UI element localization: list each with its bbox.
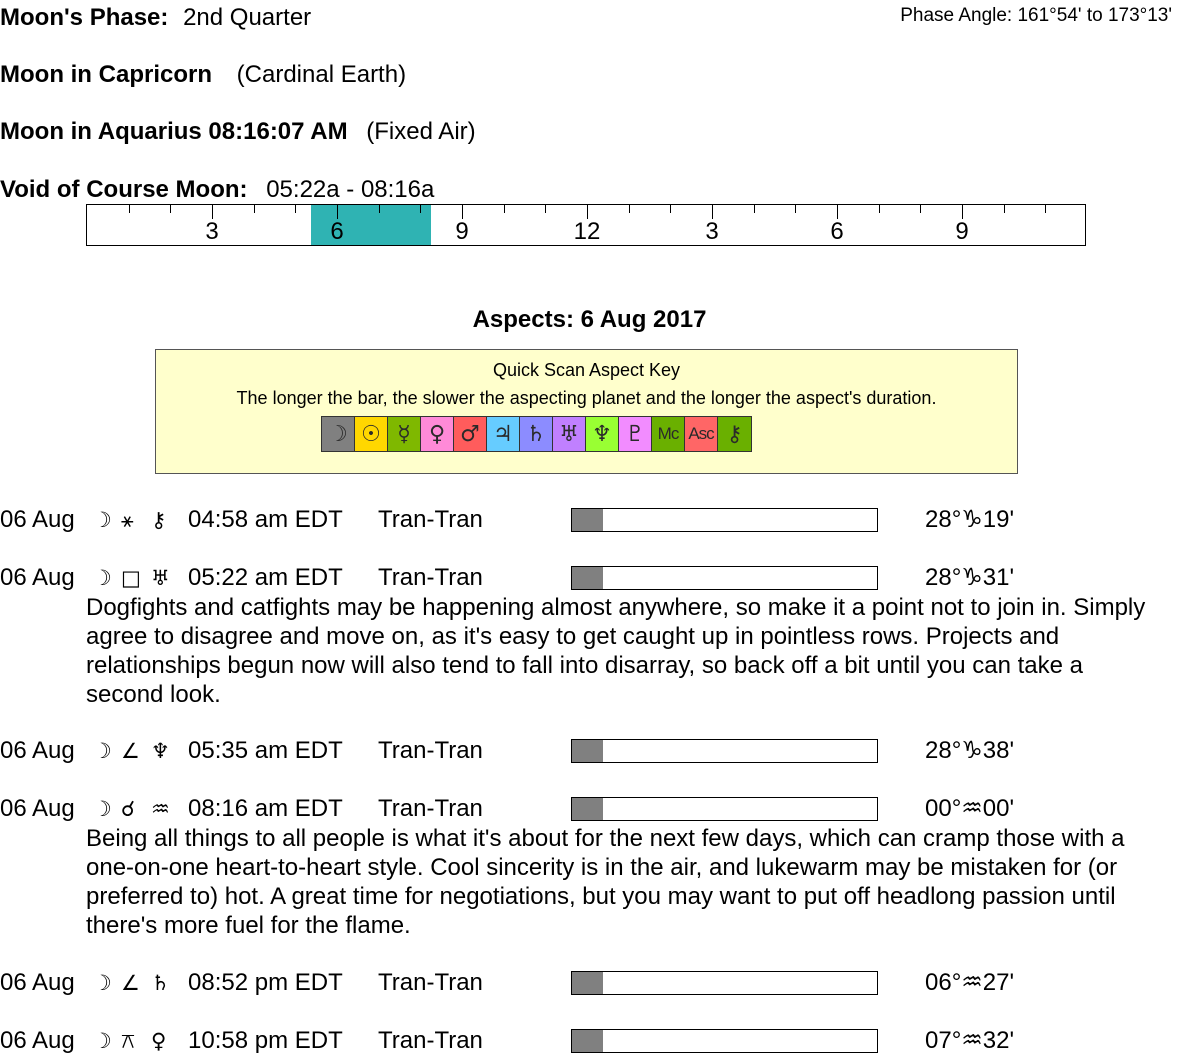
aspect-time: 05:35 am EDT: [188, 737, 343, 764]
aspect-time: 08:52 pm EDT: [188, 969, 343, 996]
voc-hour-label: 9: [955, 218, 969, 245]
moon-glyph: ☽: [93, 566, 112, 590]
voc-hour-label: 3: [705, 218, 719, 245]
aspect-row: [0, 505, 1179, 535]
voc-range: 05:22a - 08:16a: [266, 176, 435, 203]
voc-hour-tick: [504, 205, 505, 213]
voc-hour-tick: [629, 205, 630, 213]
moon-phase-value: 2nd Quarter: [183, 4, 312, 31]
voc-hour-tick: [670, 205, 671, 213]
aspect-time: 10:58 pm EDT: [188, 1027, 343, 1054]
moon-sign-line-1: [0, 60, 406, 90]
voc-hour-tick: [837, 205, 838, 219]
aspect-type: Tran-Tran: [378, 969, 483, 996]
ascendant-icon: Asc: [685, 417, 718, 451]
moon-glyph: ☽: [93, 797, 112, 821]
aspect-glyph: ∠: [121, 971, 140, 995]
aspect-row: [0, 1026, 1179, 1056]
moon-sign-line-2: [0, 117, 476, 147]
jupiter-icon: ♃: [487, 417, 520, 451]
aspect-date: 06 Aug: [0, 506, 75, 533]
chiron-icon: ⚷: [718, 417, 751, 451]
duration-bar-fill: [572, 567, 603, 589]
voc-hour-label: 6: [830, 218, 844, 245]
voc-hour-tick: [129, 205, 130, 213]
duration-bar: [571, 508, 878, 532]
voc-hour-tick: [379, 205, 380, 213]
aspect-date: 06 Aug: [0, 1027, 75, 1054]
planet-glyph: ♆: [151, 739, 170, 763]
voc-hour-label: 9: [455, 218, 469, 245]
planet-glyph: ⚷: [151, 508, 167, 532]
moon-phase-label: Moon's Phase:: [0, 4, 169, 31]
aspect-position: 06°♒27': [925, 969, 1015, 996]
voc-hour-tick: [795, 205, 796, 213]
duration-bar-fill: [572, 1030, 603, 1052]
uranus-icon: ♅: [553, 417, 586, 451]
planet-glyph: ♀: [151, 1029, 167, 1053]
aspect-row: [0, 794, 1179, 824]
voc-hour-label: 3: [205, 218, 219, 245]
duration-bar-fill: [572, 740, 603, 762]
voc-hour-label: 6: [330, 218, 344, 245]
aspect-glyph: ☌: [121, 797, 136, 821]
key-title: Quick Scan Aspect Key: [492, 360, 681, 380]
aspect-position: 07°♒32': [925, 1027, 1015, 1054]
pluto-icon: ♇: [619, 417, 652, 451]
voc-hour-tick: [170, 205, 171, 213]
planet-glyph: ♅: [151, 566, 170, 590]
venus-icon: ♀: [421, 417, 454, 451]
aspect-interpretation: Being all things to all people is what it's about for the next few days, which can cramp those with a one-on-one heart-to-heart style. Cool sincerity is in the air, and lukewarm may be mistaken for (or preferred to) hot. A great time for negotiations, but you may want to put off headlong passion until there's more fuel for the flame.: [86, 825, 1125, 939]
voc-period-shade: [311, 205, 432, 245]
aspect-interpretation: Dogfights and catfights may be happening almost anywhere, so make it a point not to join in. Simply agree to disagree and move on, as it's easy to get caught up in pointless rows. Projects and relationships begun now will also tend to fall into disarray, so back off a bit until you can take a second look.: [86, 594, 1146, 708]
moon-glyph: ☽: [93, 971, 112, 995]
midheaven-icon: Mc: [652, 417, 685, 451]
saturn-icon: ♄: [520, 417, 553, 451]
phase-angle: Phase Angle: 161°54' to 173°13': [900, 5, 1172, 26]
void-of-course-line: [0, 175, 434, 205]
aspect-type: Tran-Tran: [378, 737, 483, 764]
aspect-type: Tran-Tran: [378, 506, 483, 533]
aspect-glyph: ⚻: [121, 1029, 135, 1053]
moon-phase-line: [0, 3, 311, 33]
aspect-date: 06 Aug: [0, 737, 75, 764]
moon-glyph: ☽: [93, 739, 112, 763]
voc-hour-tick: [295, 205, 296, 213]
duration-bar: [571, 971, 878, 995]
aspect-time: 04:58 am EDT: [188, 506, 343, 533]
voc-hour-tick: [462, 205, 463, 219]
aspect-type: Tran-Tran: [378, 564, 483, 591]
moon-sign-label: Moon in Capricorn: [0, 61, 212, 88]
aspect-position: 28°♑31': [925, 564, 1015, 591]
aspect-position: 28°♑19': [925, 506, 1015, 533]
aspect-row: [0, 563, 1179, 593]
duration-bar-fill: [572, 972, 603, 994]
voc-hour-tick: [920, 205, 921, 213]
voc-label: Void of Course Moon:: [0, 176, 248, 203]
voc-timeline: [86, 204, 1086, 246]
voc-hour-tick: [754, 205, 755, 213]
mercury-icon: ☿: [388, 417, 421, 451]
neptune-icon: ♆: [586, 417, 619, 451]
duration-bar-fill: [572, 798, 603, 820]
duration-bar: [571, 1029, 878, 1053]
aspect-position: 00°♒00': [925, 795, 1015, 822]
planet-glyph: ♒: [151, 797, 170, 821]
duration-bar: [571, 739, 878, 763]
aspect-position: 28°♑38': [925, 737, 1015, 764]
aspect-time: 08:16 am EDT: [188, 795, 343, 822]
duration-bar-fill: [572, 509, 603, 531]
moon-glyph: ☽: [93, 508, 112, 532]
voc-hour-tick: [254, 205, 255, 213]
voc-hour-tick: [712, 205, 713, 219]
moon-ingress-label: Moon in Aquarius 08:16:07 AM: [0, 118, 348, 145]
aspect-type: Tran-Tran: [378, 1027, 483, 1054]
voc-hour-tick: [545, 205, 546, 213]
aspect-date: 06 Aug: [0, 564, 75, 591]
voc-hour-label: 12: [573, 218, 601, 245]
planet-glyph: ♄: [151, 971, 170, 995]
aspect-time: 05:22 am EDT: [188, 564, 343, 591]
voc-hour-tick: [962, 205, 963, 219]
key-subtitle: The longer the bar, the slower the aspecting planet and the longer the aspect's duration.: [236, 388, 937, 408]
moon-icon: ☽: [322, 417, 355, 451]
aspect-date: 06 Aug: [0, 969, 75, 996]
voc-hour-tick: [1045, 205, 1046, 213]
mars-icon: ♂: [454, 417, 487, 451]
voc-hour-tick: [420, 205, 421, 213]
aspect-date: 06 Aug: [0, 795, 75, 822]
aspects-title: Aspects: 6 Aug 2017: [472, 306, 707, 333]
duration-bar: [571, 797, 878, 821]
key-swatch-row: [321, 416, 752, 452]
quick-scan-key: [155, 349, 1018, 474]
aspect-glyph: □: [121, 566, 141, 590]
aspect-glyph: ∠: [121, 739, 140, 763]
aspect-glyph: ⚹: [121, 508, 134, 532]
aspect-type: Tran-Tran: [378, 795, 483, 822]
voc-hour-tick: [1004, 205, 1005, 213]
voc-hour-tick: [587, 205, 588, 219]
moon-glyph: ☽: [93, 1029, 112, 1053]
aspect-row: [0, 968, 1179, 998]
voc-hour-tick: [337, 205, 338, 219]
voc-hour-tick: [879, 205, 880, 213]
sun-icon: ☉: [355, 417, 388, 451]
aspect-row: [0, 736, 1179, 766]
duration-bar: [571, 566, 878, 590]
moon-sign-note: (Cardinal Earth): [236, 61, 407, 88]
moon-ingress-note: (Fixed Air): [366, 118, 476, 145]
voc-hour-tick: [212, 205, 213, 219]
